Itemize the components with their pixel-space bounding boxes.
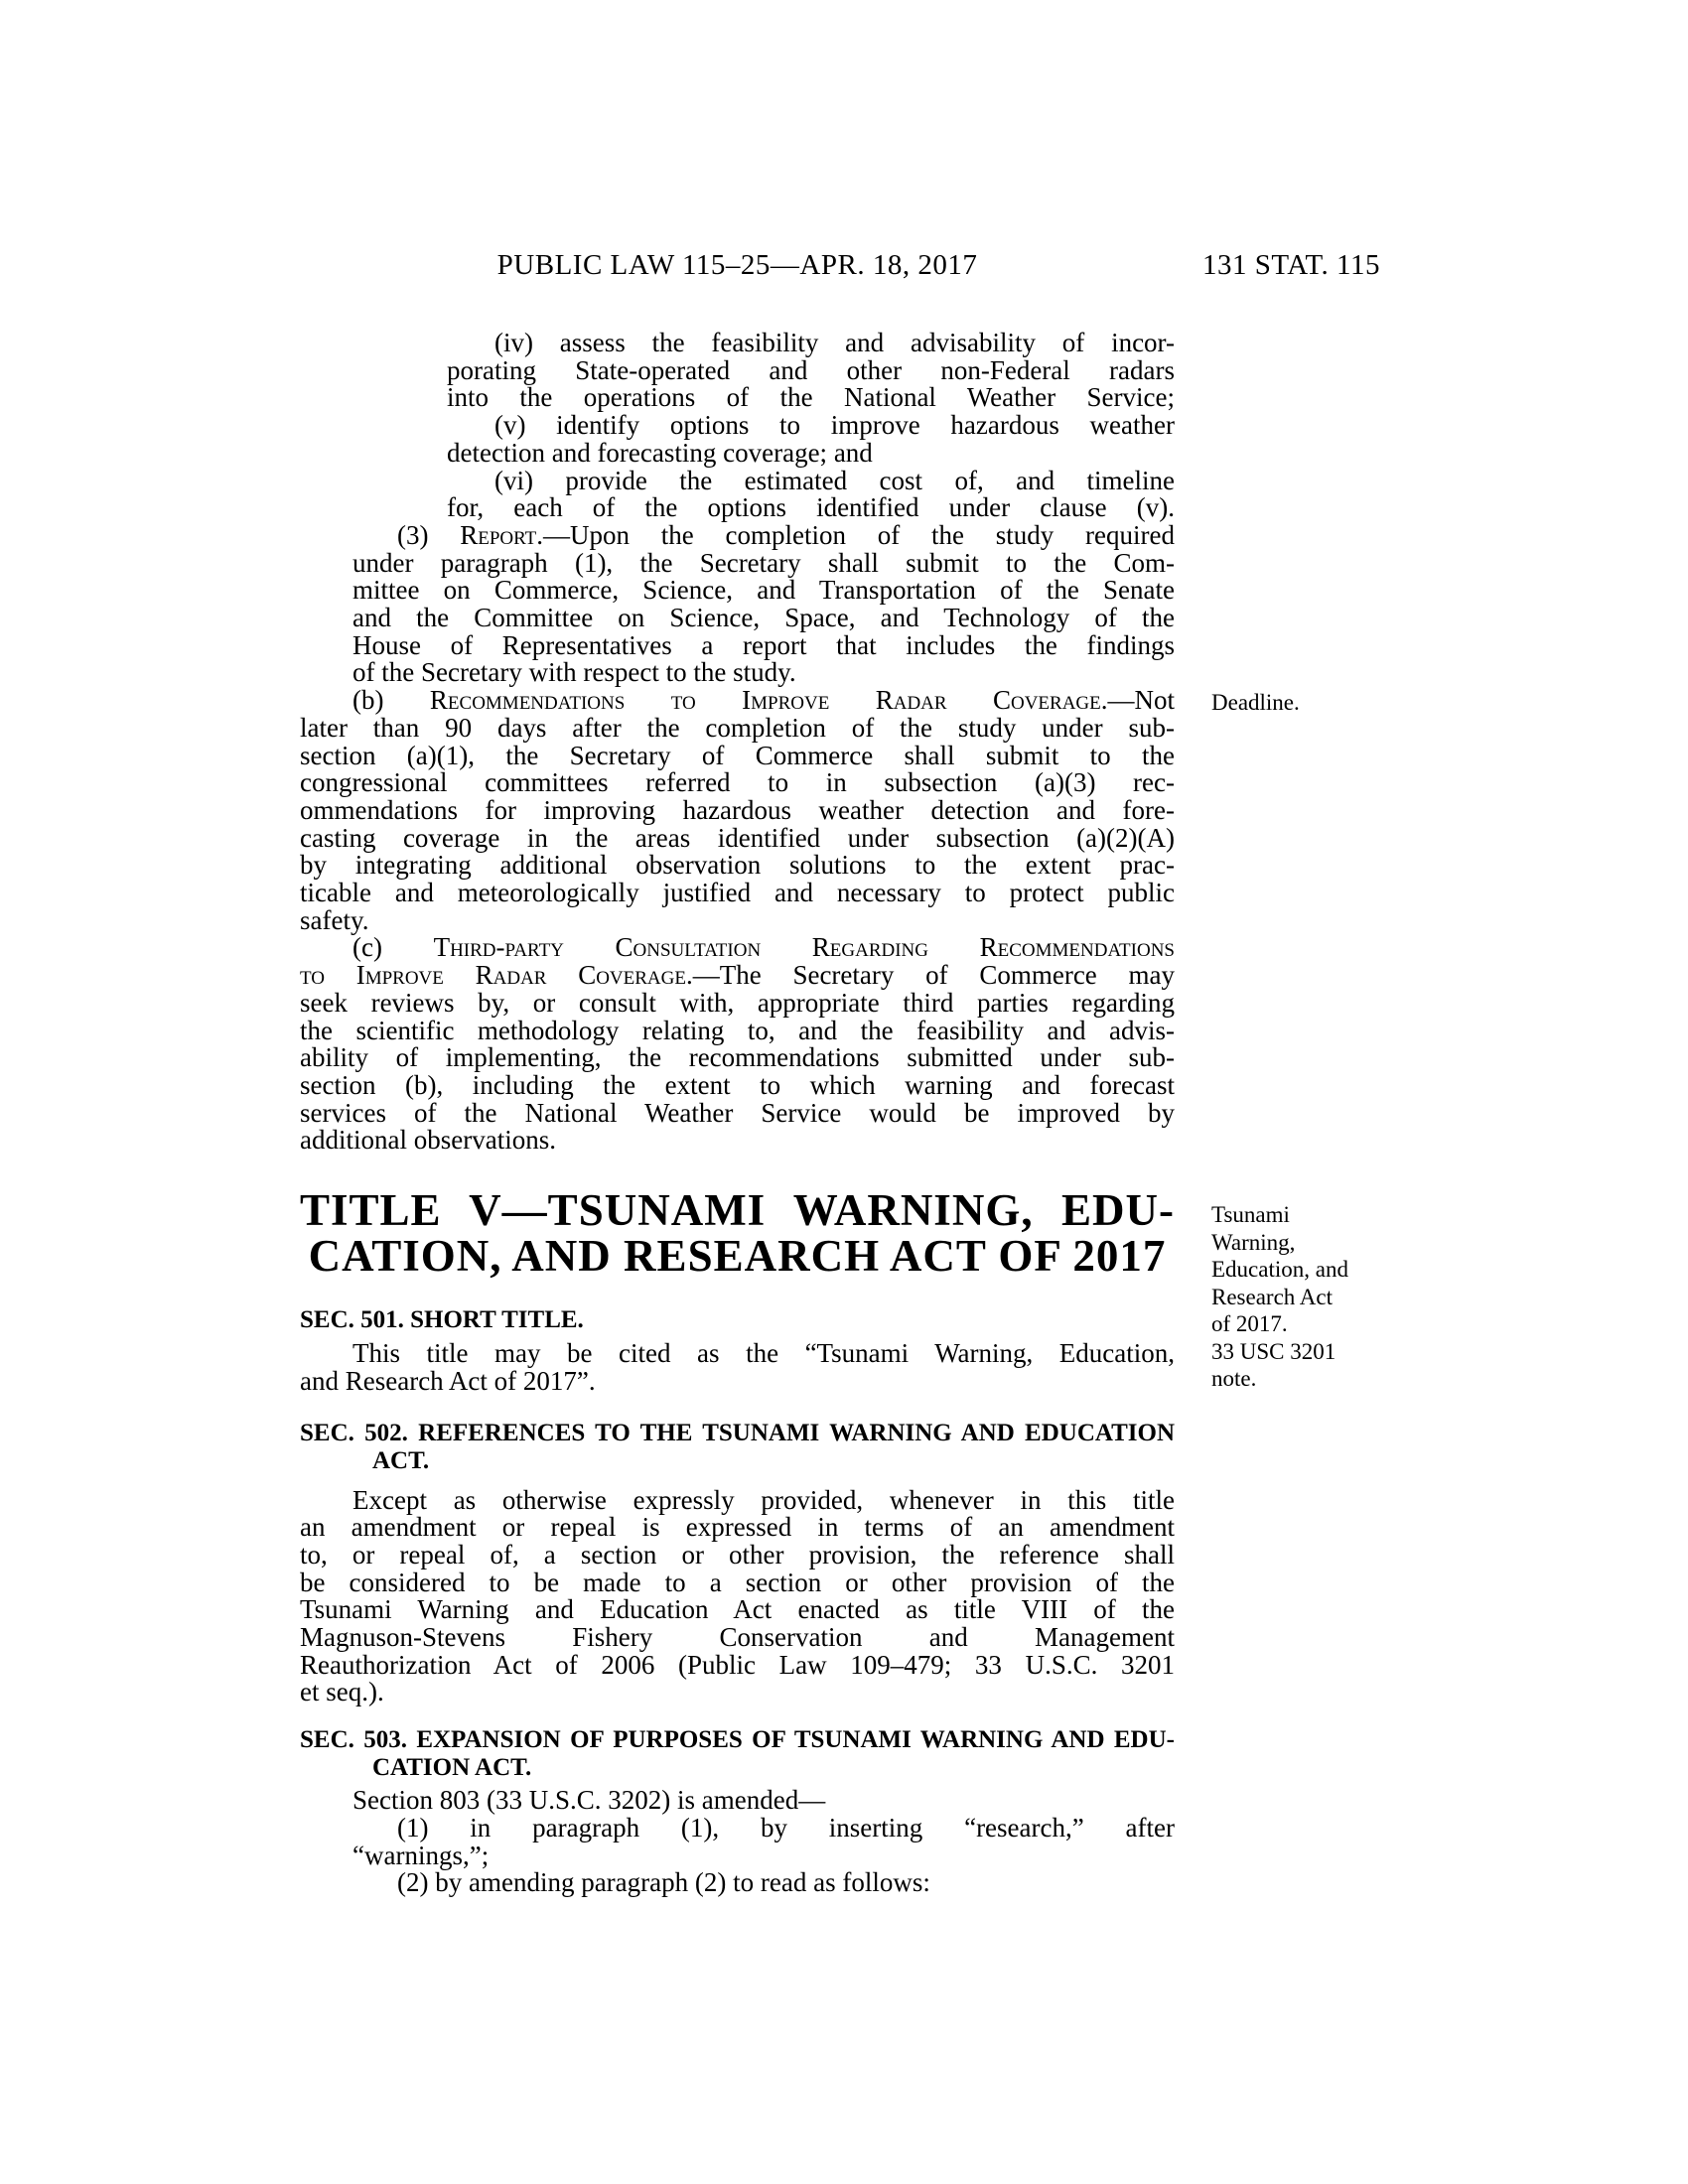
text-line: section (a)(1), the Secretary of Commerce shall submit to the xyxy=(300,740,1175,770)
sec-501-text xyxy=(300,1340,1175,1395)
text-line: CATION ACT. xyxy=(372,1754,532,1782)
margin-note-act xyxy=(1211,1201,1390,1393)
clause-iv xyxy=(300,330,1175,412)
text-line: TITLE V—TSUNAMI WARNING, EDU- xyxy=(300,1185,1175,1236)
text-line: safety. xyxy=(300,904,369,935)
statute-text-column xyxy=(300,330,1175,1897)
text-line: section (b), including the extent to which warning and forecast xyxy=(300,1069,1175,1100)
small-caps-run: Third-party Consultation Regarding Recommendations xyxy=(433,932,1175,963)
text-line: Except as otherwise expressly provided, whenever in this title xyxy=(352,1484,1175,1515)
text-line: House of Representatives a report that includes the findings xyxy=(352,629,1175,660)
text-line: later than 90 days after the completion of the study under sub- xyxy=(300,712,1175,743)
margin-note-line: Tsunami xyxy=(1211,1202,1290,1227)
text-line: CATION, AND RESEARCH ACT OF 2017 xyxy=(308,1231,1167,1282)
small-caps-run: Recommendations to Improve Radar Coverage xyxy=(429,685,1101,716)
margin-note-line: Warning, xyxy=(1211,1229,1296,1255)
subsection-b-recommendations xyxy=(300,687,1175,934)
text-line: casting coverage in the areas identified under subsection (a)(2)(A) xyxy=(300,822,1175,853)
header-law-citation: PUBLIC LAW 115–25—APR. 18, 2017 xyxy=(496,249,978,281)
text-line: mittee on Commerce, Science, and Transportation of the Senate xyxy=(352,575,1175,606)
text-line: detection and forecasting coverage; and xyxy=(447,437,873,468)
clause-v xyxy=(300,412,1175,467)
text-line: SEC. 501. SHORT TITLE. xyxy=(300,1306,584,1334)
text-line: (2) by amending paragraph (2) to read as follows: xyxy=(397,1867,930,1898)
sec-502-heading xyxy=(300,1420,1175,1475)
text-line: Magnuson-Stevens Fishery Conservation and Management xyxy=(300,1622,1175,1653)
sec-503-par-1 xyxy=(300,1812,1175,1870)
text-line: by integrating additional observation solutions to the extent prac- xyxy=(300,850,1175,881)
margin-note-usc-note xyxy=(1211,1338,1390,1393)
text-line: to, or repeal of, a section or other provision, the reference shall xyxy=(300,1539,1175,1570)
text-line: and Research Act of 2017”. xyxy=(300,1365,596,1396)
text-line: additional observations. xyxy=(300,1125,556,1156)
sec-503-text xyxy=(300,1787,1175,1815)
text-line: be considered to be made to a section or other provision of the xyxy=(300,1567,1175,1597)
sec-503-par-2 xyxy=(300,1869,1175,1897)
text-line: (iv) assess the feasibility and advisability of incor- xyxy=(494,328,1175,357)
text-line: services of the National Weather Service would be improved by xyxy=(300,1097,1175,1128)
text-line: “warnings,”; xyxy=(352,1840,490,1870)
text-line: the scientific methodology relating to, and the feasibility and advis- xyxy=(300,1015,1175,1045)
text-line: Reauthorization Act of 2006 (Public Law 109–479; 33 U.S.C. 3201 xyxy=(300,1649,1175,1680)
margin-note-line: 33 USC 3201 xyxy=(1211,1338,1336,1364)
text-line: (1) in paragraph (1), by inserting “research,” after xyxy=(397,1812,1175,1843)
text-line: ommendations for improving hazardous weather detection and fore- xyxy=(300,794,1175,825)
text-line: ACT. xyxy=(372,1446,430,1474)
margin-note-act-citation xyxy=(1211,1201,1390,1338)
text-line: Tsunami Warning and Education Act enacted as title VIII of the xyxy=(300,1594,1175,1625)
text-line: (3) Report.—Upon the completion of the study required xyxy=(397,519,1175,550)
text-line: (vi) provide the estimated cost of, and timeline xyxy=(494,465,1175,495)
margin-note-line: Education, and xyxy=(1211,1257,1348,1282)
text-line: seek reviews by, or consult with, appropriate third parties regarding xyxy=(300,987,1175,1018)
sec-503-heading xyxy=(300,1726,1175,1782)
text-line: under paragraph (1), the Secretary shall submit to the Com- xyxy=(352,547,1175,578)
text-line: et seq.). xyxy=(300,1677,384,1707)
text-line: (v) identify options to improve hazardous weather xyxy=(494,410,1175,441)
header-stat-page-number: 131 STAT. 115 xyxy=(1202,249,1380,281)
text-line: Section 803 (33 U.S.C. 3202) is amended— xyxy=(352,1785,826,1816)
sec-501-heading xyxy=(300,1306,1175,1334)
text-line: into the operations of the National Weather Service; xyxy=(447,382,1175,413)
text-line: an amendment or repeal is expressed in terms of an amendment xyxy=(300,1512,1175,1543)
paragraph-3-report xyxy=(300,519,1175,688)
clause-vi xyxy=(300,465,1175,523)
subsection-c-third-party xyxy=(300,934,1175,1155)
text-line: congressional committees referred to in subsection (a)(3) rec- xyxy=(300,767,1175,798)
small-caps-run: to Improve Radar Coverage xyxy=(300,960,686,991)
text-line: ability of implementing, the recommendations submitted under sub- xyxy=(300,1042,1175,1073)
title-v-heading xyxy=(300,1185,1175,1282)
margin-note-line: Research Act xyxy=(1211,1284,1333,1309)
text-line: ticable and meteorologically justified and necessary to protect public xyxy=(300,878,1175,908)
text-line: and the Committee on Science, Space, and Technology of the xyxy=(352,603,1175,633)
text-line: for, each of the options identified under clause (v). xyxy=(447,492,1175,523)
small-caps-run: Report xyxy=(460,519,537,550)
text-line: SEC. 502. REFERENCES TO THE TSUNAMI WARNING AND EDUCATION xyxy=(300,1419,1175,1446)
text-line: (b) Recommendations to Improve Radar Coverage.—Not xyxy=(352,685,1176,716)
text-line: (c) Third-party Consultation Regarding Recommendations xyxy=(352,932,1175,963)
text-line: This title may be cited as the “Tsunami Warning, Education, xyxy=(352,1338,1175,1369)
text-line: of the Secretary with respect to the study. xyxy=(352,657,796,688)
margin-note-line: of 2017. xyxy=(1211,1311,1288,1336)
margin-note-line: note. xyxy=(1211,1366,1257,1391)
text-line: SEC. 503. EXPANSION OF PURPOSES OF TSUNAMI WARNING AND EDU- xyxy=(300,1726,1175,1754)
sec-502-text xyxy=(300,1484,1175,1707)
margin-note-deadline: Deadline. xyxy=(1211,690,1300,715)
text-line: to Improve Radar Coverage.—The Secretary of Commerce may xyxy=(300,960,1176,991)
text-line: porating State-operated and other non-Federal radars xyxy=(447,354,1175,385)
